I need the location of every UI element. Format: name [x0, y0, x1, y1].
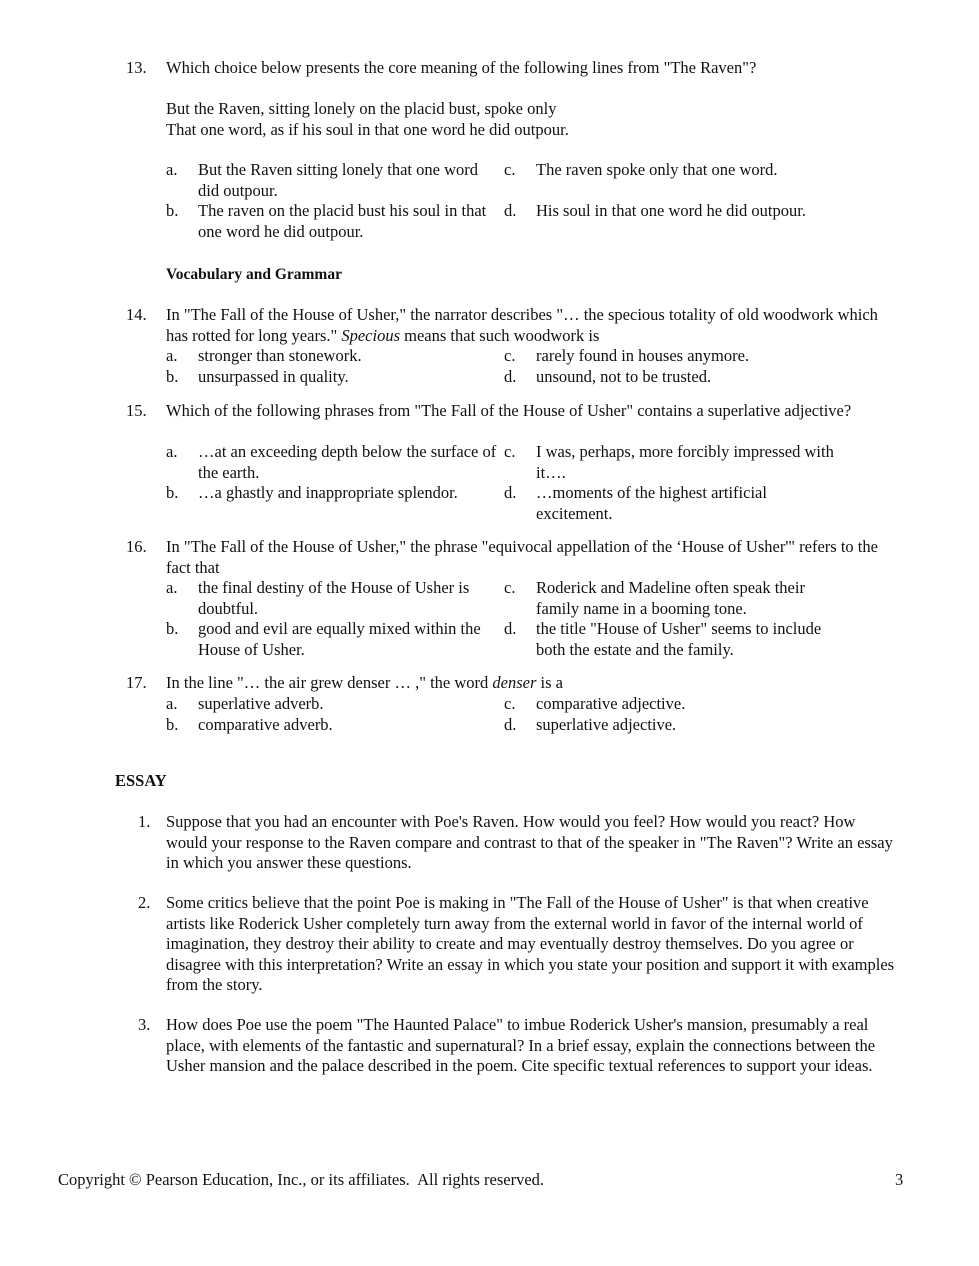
- choice-letter: c.: [504, 346, 516, 365]
- question-number: 14.: [126, 305, 147, 324]
- question-number: 16.: [126, 537, 147, 556]
- choice-text: the title "House of Usher" seems to include both the estate and the family.: [536, 619, 822, 659]
- italic-term: Specious: [341, 325, 401, 345]
- question-number: 17.: [126, 673, 147, 692]
- choice-letter: b.: [166, 367, 179, 386]
- vocabulary-grammar-heading: Vocabulary and Grammar: [166, 266, 342, 283]
- question-text-part: In "The Fall of the House of Usher," the narrator describes "… the specious totality of old woodwork which has rotted for long years.": [166, 305, 878, 345]
- choice-text: …a ghastly and inappropriate splendor.: [198, 483, 458, 502]
- choice-letter: d.: [504, 367, 517, 386]
- choice-text: unsound, not to be trusted.: [536, 367, 712, 386]
- essay-number: 1.: [138, 812, 151, 831]
- poem-line-2: That one word, as if his soul in that one word he did outpour.: [166, 119, 569, 139]
- choice-text: …at an exceeding depth below the surface of the earth.: [198, 442, 497, 482]
- choice-text: good and evil are equally mixed within the House of Usher.: [198, 619, 481, 659]
- choice-letter: a.: [166, 578, 178, 597]
- choice-letter: c.: [504, 160, 516, 179]
- question-text-part: is a: [536, 673, 564, 692]
- choice-text: Roderick and Madeline often speak their family name in a booming tone.: [536, 578, 805, 618]
- question-text: [166, 305, 896, 346]
- choice-letter: d.: [504, 201, 517, 220]
- choice-letter: c.: [504, 694, 516, 713]
- choice-letter: b.: [166, 201, 179, 220]
- choice-letter: d.: [504, 715, 517, 734]
- question-text: Which of the following phrases from "The Fall of the House of Usher" contains a superlative adjective?: [166, 401, 852, 420]
- choice-letter: b.: [166, 715, 179, 734]
- choice-text: …moments of the highest artificial excitement.: [536, 483, 767, 523]
- choice-letter: c.: [504, 442, 516, 461]
- question-text-part: In the line "… the air grew denser … ," the word: [166, 673, 493, 692]
- choice-text: The raven spoke only that one word.: [536, 160, 778, 179]
- essay-prompt-3: How does Poe use the poem "The Haunted Palace" to imbue Roderick Usher's mansion, presumably a real place, with elements of the fantastic and supernatural? In a brief essay, explain the connections between the Usher mansion and the palace described in the poem. Cite specific textual references to support your ideas.: [166, 1015, 876, 1075]
- choice-text: superlative adjective.: [536, 715, 677, 734]
- choice-text: I was, perhaps, more forcibly impressed with it….: [536, 442, 834, 482]
- question-number: 13.: [126, 58, 147, 77]
- essay-number: 3.: [138, 1015, 151, 1034]
- choice-letter: a.: [166, 346, 178, 365]
- choice-text: stronger than stonework.: [198, 346, 362, 365]
- choice-letter: b.: [166, 483, 179, 502]
- essay-prompt-2: Some critics believe that the point Poe is making in "The Fall of the House of Usher" is that when creative artists like Roderick Usher completely turn away from the external world in favor of the internal world of imagination, they destroy their ability to create and may eventually destroy themselves. Do you agree or disagree with this interpretation? Write an essay in which you state your position and support it with examples from the story.: [166, 893, 895, 994]
- choice-letter: d.: [504, 483, 517, 502]
- choice-text: But the Raven sitting lonely that one word did outpour.: [198, 160, 479, 200]
- choice-text: comparative adjective.: [536, 694, 686, 713]
- choice-letter: a.: [166, 694, 178, 713]
- page-number: 3: [895, 1170, 904, 1189]
- choice-letter: d.: [504, 619, 517, 638]
- question-text-part: means that such woodwork is: [400, 325, 600, 345]
- choice-letter: b.: [166, 619, 179, 638]
- choice-text: The raven on the placid bust his soul in that one word he did outpour.: [198, 201, 487, 241]
- choice-text: superlative adverb.: [198, 694, 324, 713]
- choice-text: rarely found in houses anymore.: [536, 346, 750, 365]
- question-text: [166, 673, 896, 694]
- choice-text: unsurpassed in quality.: [198, 367, 349, 386]
- choice-letter: a.: [166, 442, 178, 461]
- choice-letter: a.: [166, 160, 178, 179]
- italic-term: denser: [492, 673, 537, 692]
- copyright-notice: Copyright © Pearson Education, Inc., or its affiliates. All rights reserved.: [58, 1170, 545, 1189]
- choice-letter: c.: [504, 578, 516, 597]
- essay-prompt-1: Suppose that you had an encounter with Poe's Raven. How would you feel? How would you react? How would your response to the Raven compare and contrast to that of the speaker in "The Raven"? Write an essay in which you answer these questions.: [166, 812, 893, 872]
- question-text: In "The Fall of the House of Usher," the phrase "equivocal appellation of the ‘House of Usher'" refers to the fact that: [166, 537, 878, 577]
- poem-excerpt: [166, 99, 886, 140]
- poem-line-1: But the Raven, sitting lonely on the placid bust, spoke only: [166, 99, 557, 118]
- question-text: Which choice below presents the core meaning of the following lines from "The Raven"?: [166, 58, 757, 77]
- essay-heading: ESSAY: [115, 771, 167, 790]
- essay-number: 2.: [138, 893, 151, 912]
- question-number: 15.: [126, 401, 147, 420]
- choice-text: comparative adverb.: [198, 715, 333, 734]
- choice-text: His soul in that one word he did outpour.: [536, 201, 806, 220]
- choice-text: the final destiny of the House of Usher is doubtful.: [198, 578, 470, 618]
